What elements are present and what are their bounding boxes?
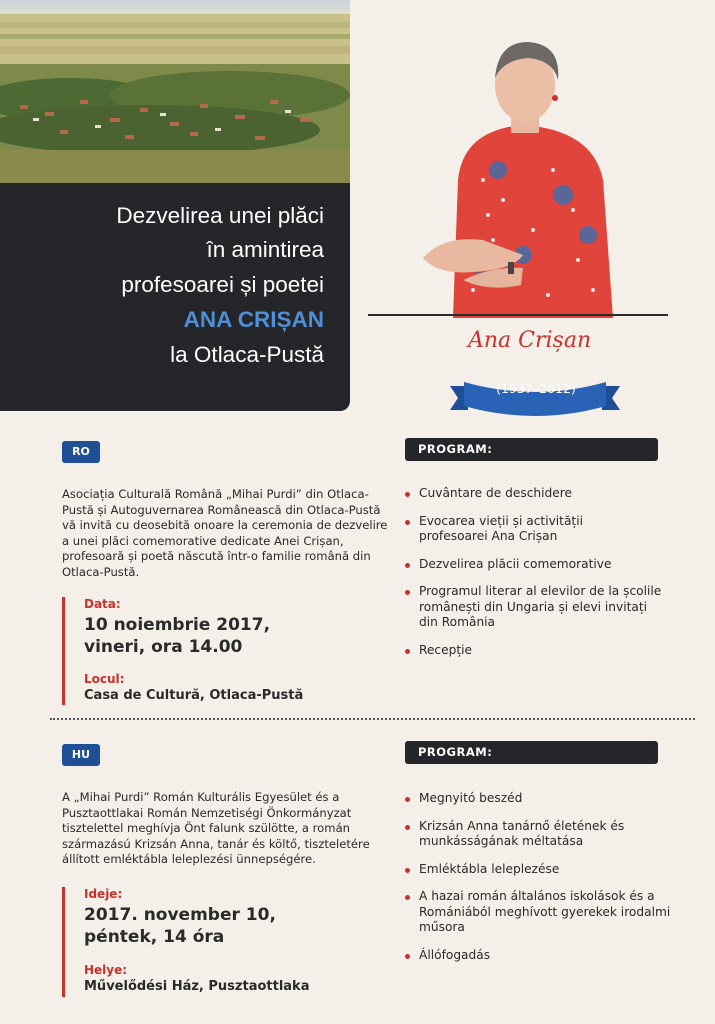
bullet-icon [405,825,410,830]
list-item: A hazai román általános iskolások és a Romániából meghívott gyerekek irodalmi műsora [405,889,679,936]
event-title-box [0,183,350,411]
list-item: Programul literar al elevilor de la școlile românești din Ungaria și elevi invitați din România [405,584,664,631]
title-line-5: la Otlaca-Pustă [170,342,324,367]
list-item: Megnyitó beszéd [405,791,695,807]
bullet-icon [405,492,410,497]
signature: Ana Crișan [468,328,592,353]
bullet-icon [405,868,410,873]
ro-accent-bar [62,597,65,705]
bullet-icon [405,895,410,900]
list-item: Állófogadás [405,948,695,964]
hu-accent-bar [62,887,65,997]
hu-place-label: Helye: [84,963,128,977]
ro-date-line-1: 10 noiembrie 2017, [84,615,271,635]
list-item: Krizsán Anna tanárnő életének és munkásságának méltatása [405,819,664,850]
ro-date-line-2: vineri, ora 14.00 [84,637,243,657]
section-divider [50,718,695,720]
portrait-divider [368,314,668,316]
title-honoree-name: ANA CRIȘAN [183,307,324,332]
lifespan-years: (1937–2012) [496,381,576,396]
ro-place: Casa de Cultură, Otlaca-Pustă [84,688,304,703]
hu-language-badge: HU [62,744,100,766]
bullet-icon [405,649,410,654]
title-line-2: în amintirea [206,237,324,262]
portrait-photo [403,30,638,318]
title-line-1: Dezvelirea unei plăci [116,203,324,228]
list-item: Cuvântare de deschidere [405,486,695,502]
bullet-icon [405,520,410,525]
list-item: Evocarea vieții și activității profesoarei Ana Crișan [405,514,654,545]
ro-place-label: Locul: [84,672,125,686]
bullet-icon [405,590,410,595]
bullet-icon [405,563,410,568]
bullet-icon [405,954,410,959]
hu-date-label: Ideje: [84,887,123,901]
list-item: Recepție [405,643,695,659]
hu-place: Művelődési Ház, Pusztaottlaka [84,979,310,994]
ro-invitation-text: Asociația Culturală Română „Mihai Purdi” din Otlaca-Pustă și Autoguvernarea Românească din Otlaca-Pustă vă invită cu deosebită onoare la ceremonia de dezvelire a unei plăci comemorative dedicate Anei Crișan, profesoară și poetă născută într-o familie română din Otlaca-Pustă. [62,487,388,579]
hu-program-list [405,791,695,963]
list-item: Emléktábla leleplezése [405,862,695,878]
ro-date-label: Data: [84,597,121,611]
hu-program-header: PROGRAM: [405,741,658,764]
title-line-3: profesoarei și poetei [121,272,324,297]
ro-language-badge: RO [62,441,100,463]
village-landscape-photo [0,0,350,183]
hu-date-line-2: péntek, 14 óra [84,927,225,947]
ro-program-list [405,486,695,658]
list-item: Dezvelirea plăcii comemorative [405,557,695,573]
ro-program-header: PROGRAM: [405,438,658,461]
hu-invitation-text: A „Mihai Purdi” Román Kulturális Egyesület és a Pusztaottlakai Román Nemzetiségi Önkormányzat tisztelettel meghívja Önt falunk szülötte, a román származású Krizsán Anna, tanár és költő, tiszteletére állított emléktábla leleplezési ünnepségére. [62,790,370,867]
bullet-icon [405,797,410,802]
hu-date-line-1: 2017. november 10, [84,905,276,925]
